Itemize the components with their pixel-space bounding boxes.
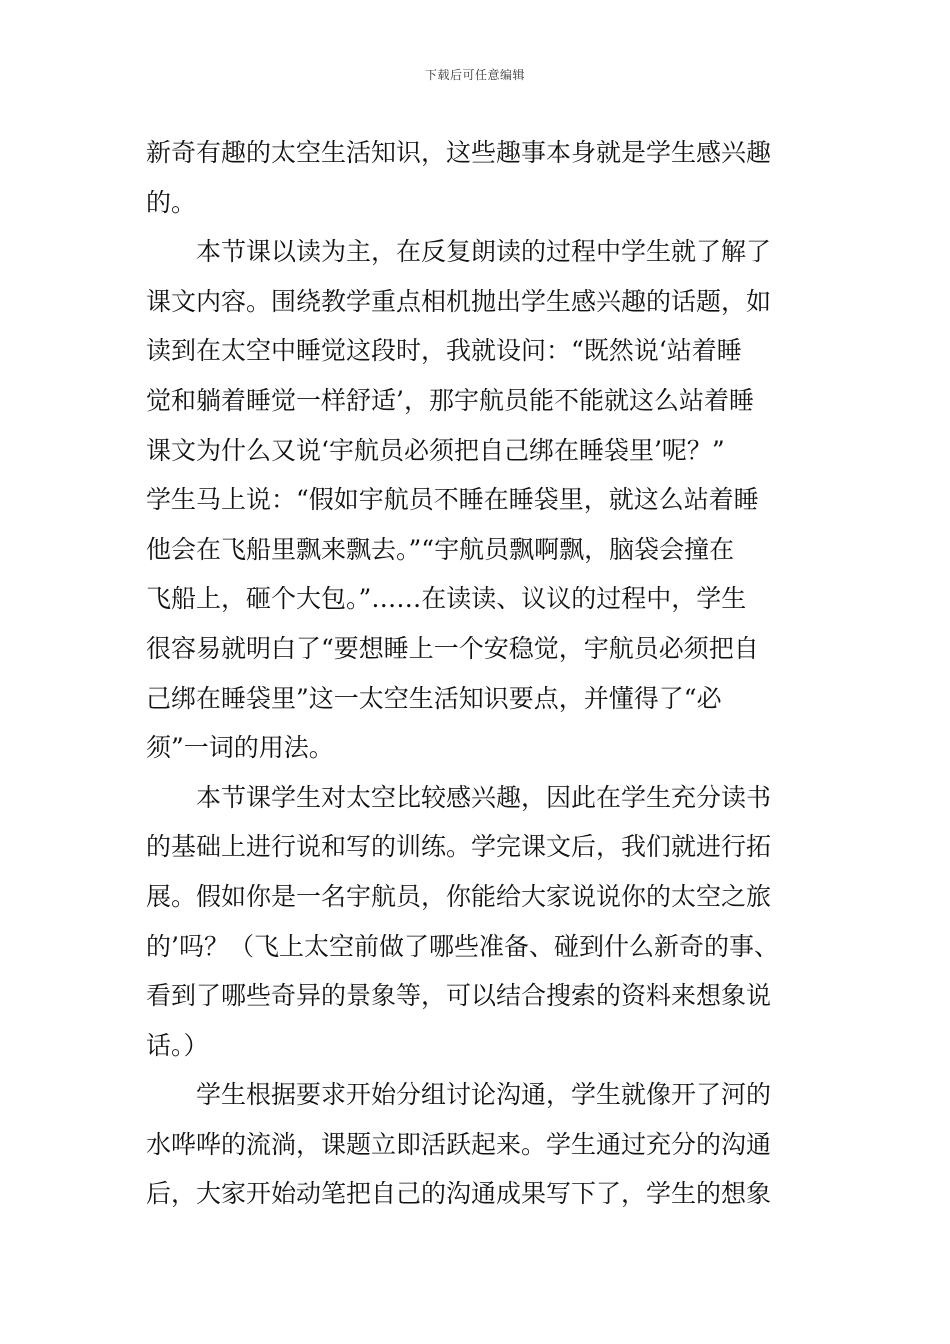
text-line: 飞船上，砸个大包。”……在读读、议议的过程中，学生 (146, 584, 747, 614)
text-line: 新奇有趣的太空生活知识，这些趣事本身就是学生感兴趣 (146, 138, 772, 167)
text-line: 觉和躺着睡觉一样舒适’，那宇航员能不能就这么站着睡 (146, 385, 754, 415)
text-line: 课文内容。围绕教学重点相机抛出学生感兴趣的话题，如 (146, 286, 772, 316)
text-line: 的’吗？（飞上太空前做了哪些准备、碰到什么新奇的事、 (146, 931, 779, 961)
text-line: 课文为什么又说‘宇航员必须把自己绑在睡袋里’呢？” (146, 435, 725, 465)
text-line: 学生马上说：“假如宇航员不睡在睡袋里，就这么站着睡 (146, 485, 759, 515)
text-line: 水哗哗的流淌，课题立即活跃起来。学生通过充分的沟通 (146, 1129, 772, 1159)
text-line: 的基础上进行说和写的训练。学完课文后，我们就进行拓 (146, 832, 772, 862)
text-line: 读到在太空中睡觉这段时，我就设问：“既然说‘站着睡 (146, 336, 742, 366)
text-line: 很容易就明白了“要想睡上一个安稳觉，宇航员必须把自 (146, 633, 759, 663)
text-line: 学生根据要求开始分组讨论沟通，学生就像开了河的 (146, 1080, 772, 1110)
text-line: 的。 (146, 187, 197, 217)
text-line: 展。假如你是一名宇航员，你能给大家说说你的太空之旅 (146, 881, 772, 911)
text-line: 话。） (146, 1030, 209, 1060)
text-line: 须”一词的用法。 (146, 733, 334, 763)
text-line: 本节课学生对太空比较感兴趣，因此在学生充分读书 (146, 782, 772, 812)
text-line: 他会在飞船里飘来飘去。”“宇航员飘啊飘，脑袋会撞在 (146, 534, 735, 564)
text-line: 看到了哪些奇异的景象等，可以结合搜索的资料来想象说 (146, 981, 772, 1011)
text-line: 己绑在睡袋里”这一太空生活知识要点，并懂得了“必 (146, 683, 722, 713)
text-line: 本节课以读为主，在反复朗读的过程中学生就了解了 (146, 237, 772, 267)
body-text (146, 128, 806, 1219)
page-header: 下载后可任意编辑 (424, 68, 525, 82)
text-line: 后，大家开始动笔把自己的沟通成果写下了，学生的想象 (146, 1179, 772, 1209)
